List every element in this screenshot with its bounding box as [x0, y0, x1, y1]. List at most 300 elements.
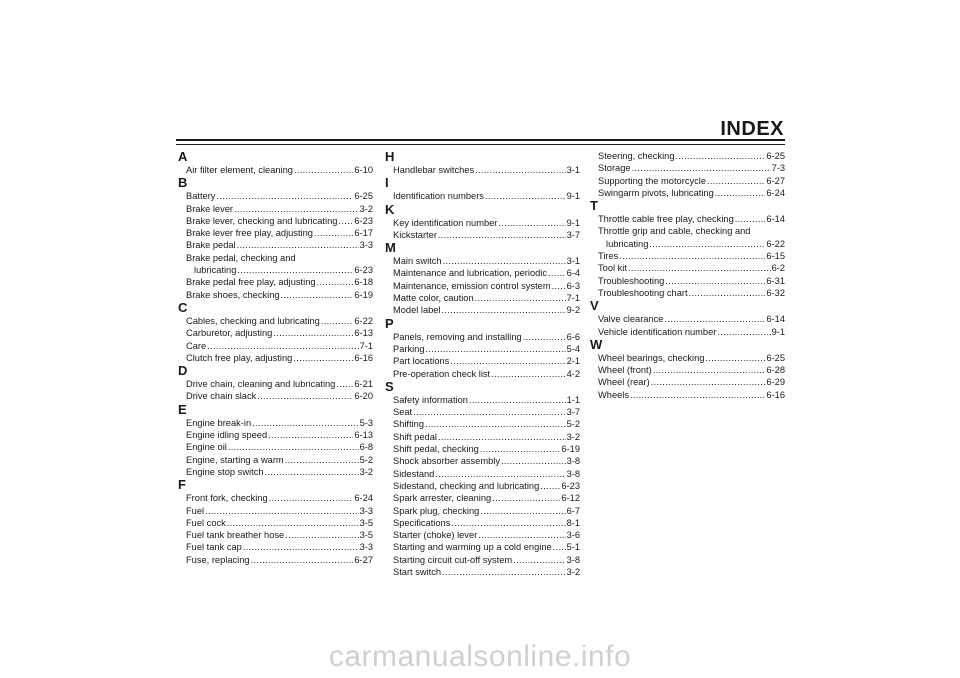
index-entry — [385, 505, 580, 517]
index-entry-text: Steering, checking — [598, 151, 675, 161]
index-entry-page: 6-16 — [766, 389, 785, 400]
index-entry-page: 6-6 — [566, 331, 580, 342]
index-entry — [385, 355, 580, 367]
dot-leader — [628, 262, 771, 274]
index-column-2 — [385, 150, 580, 578]
index-letter: W — [590, 336, 603, 352]
index-entry — [385, 292, 580, 304]
index-entry-text: Shift pedal, checking — [393, 444, 479, 455]
dot-leader — [207, 340, 358, 352]
index-entry — [385, 190, 580, 202]
index-entry-text: Start switch — [393, 567, 442, 578]
index-entry-text: Tires — [598, 251, 619, 262]
index-entry-text: Starter (choke) lever — [393, 530, 478, 541]
index-entry-text: Shift pedal — [393, 431, 437, 442]
index-entry-page: 3-3 — [359, 240, 373, 251]
dot-leader — [492, 492, 560, 504]
dot-leader — [501, 455, 566, 467]
index-letter: C — [178, 299, 188, 315]
dot-leader — [243, 541, 359, 553]
dot-leader — [552, 280, 566, 292]
index-letter: I — [385, 175, 389, 191]
index-entry — [385, 418, 580, 430]
index-entry — [590, 238, 785, 250]
dot-leader — [338, 215, 353, 227]
dot-leader — [451, 517, 565, 529]
index-entry — [590, 376, 785, 388]
index-entry — [590, 352, 785, 364]
dot-leader — [715, 187, 766, 199]
index-entry-page: 5-4 — [566, 343, 580, 354]
dot-leader — [252, 417, 358, 429]
index-entry-page: 6-24 — [766, 187, 785, 198]
index-entry-text: Brake lever, checking and lubricating — [186, 215, 338, 226]
index-entry-text: Engine stop switch — [186, 466, 264, 477]
index-entry-page: 6-2 — [771, 263, 785, 274]
index-entry — [178, 315, 373, 327]
index-entry — [590, 313, 785, 325]
index-entry — [178, 190, 373, 202]
dot-leader — [475, 164, 565, 176]
index-letter: M — [385, 240, 396, 256]
index-entry — [590, 364, 785, 376]
index-entry-page: 6-15 — [766, 251, 785, 262]
index-entry-page: 6-20 — [354, 391, 373, 402]
index-entry — [178, 215, 373, 227]
index-entry-page: 3-6 — [566, 530, 580, 541]
dot-leader — [649, 238, 765, 250]
index-letter: K — [385, 201, 395, 217]
index-entry — [178, 203, 373, 215]
index-entry-text: Identification numbers — [393, 191, 484, 202]
dot-leader — [268, 429, 353, 441]
dot-leader — [651, 376, 766, 388]
index-letter: E — [178, 401, 187, 417]
index-entry-page: 3-7 — [566, 407, 580, 418]
index-entry-text: lubricating — [194, 265, 237, 276]
index-entry-page: 3-2 — [566, 431, 580, 442]
dot-leader — [438, 431, 566, 443]
index-entry-page: 5-3 — [359, 417, 373, 428]
index-entry — [385, 331, 580, 343]
index-column-3 — [590, 150, 785, 401]
index-entry-text: Front fork, checking — [186, 493, 268, 504]
dot-leader — [480, 505, 565, 517]
index-entry — [590, 250, 785, 262]
index-letter: A — [178, 149, 188, 164]
index-entry — [590, 187, 785, 199]
index-letter: S — [385, 378, 394, 394]
dot-leader — [205, 505, 358, 517]
index-entry-page: 7-1 — [566, 293, 580, 304]
index-entry-text: Drive chain slack — [186, 391, 257, 402]
index-entry-text: Pre-operation check list — [393, 368, 491, 379]
dot-leader — [257, 390, 353, 402]
index-entry-text: Part locations — [393, 356, 450, 367]
dot-leader — [237, 264, 353, 276]
index-entry-text: Fuel tank breather hose — [186, 530, 285, 541]
index-entry-page: 3-5 — [359, 517, 373, 528]
index-entry — [385, 368, 580, 380]
dot-leader — [480, 443, 561, 455]
index-entry-text: Engine oil — [186, 442, 227, 453]
index-entry-page: 6-29 — [766, 377, 785, 388]
index-entry-page: 6-17 — [354, 228, 373, 239]
dot-leader — [317, 276, 354, 288]
dot-leader — [676, 150, 766, 162]
index-entry-page: 6-22 — [766, 238, 785, 249]
index-entry-page: 6-25 — [766, 151, 785, 161]
index-entry-page: 6-7 — [566, 505, 580, 516]
index-entry-page: 3-7 — [566, 229, 580, 240]
index-entry — [590, 150, 785, 162]
index-entry-text: Model label — [393, 305, 441, 316]
index-entry — [178, 264, 373, 276]
index-entry-page: 9-1 — [566, 191, 580, 202]
dot-leader — [630, 389, 765, 401]
index-entry-text: Swingarm pivots, lubricating — [598, 187, 714, 198]
dot-leader — [285, 529, 358, 541]
index-entry — [385, 164, 580, 176]
index-entry-text: Maintenance and lubrication, periodic — [393, 268, 548, 279]
index-entry-text: Wheel (front) — [598, 365, 652, 376]
title-rule — [176, 139, 785, 145]
index-entry — [385, 406, 580, 418]
index-entry-page: 6-32 — [766, 287, 785, 298]
index-entry-text: lubricating — [606, 238, 649, 249]
index-column-1 — [178, 150, 373, 566]
index-entry — [178, 466, 373, 478]
dot-leader — [321, 315, 354, 327]
index-entry — [178, 390, 373, 402]
index-entry — [178, 340, 373, 352]
dot-leader — [314, 227, 353, 239]
index-entry — [385, 343, 580, 355]
dot-leader — [336, 378, 353, 390]
index-entry-text: Wheel (rear) — [598, 377, 650, 388]
index-entry-text: Brake pedal, checking and — [186, 252, 296, 263]
dot-leader — [491, 368, 565, 380]
index-entry-text: Spark arrester, cleaning — [393, 493, 492, 504]
index-entry — [590, 287, 785, 299]
index-entry-page: 6-23 — [561, 480, 580, 491]
index-entry-text: Sidestand, checking and lubricating — [393, 480, 540, 491]
index-entry-text: Supporting the motorcycle — [598, 175, 707, 186]
dot-leader — [498, 217, 565, 229]
index-entry — [590, 275, 785, 287]
index-entry-page: 6-27 — [354, 554, 373, 565]
index-entry — [178, 517, 373, 529]
dot-leader — [717, 326, 770, 338]
index-entry-page: 6-23 — [354, 215, 373, 226]
dot-leader — [237, 239, 359, 251]
index-entry-text: Troubleshooting chart — [598, 287, 688, 298]
index-entry — [385, 443, 580, 455]
index-entry-text: Sidestand — [393, 468, 435, 479]
index-entry — [590, 389, 785, 401]
index-entry-page: 3-2 — [359, 466, 373, 477]
dot-leader — [425, 418, 566, 430]
index-entry-page: 6-27 — [766, 175, 785, 186]
index-entry — [178, 554, 373, 566]
index-entry-page: 6-25 — [354, 191, 373, 202]
index-entry-text: Valve clearance — [598, 314, 664, 325]
index-entry-page: 6-31 — [766, 275, 785, 286]
index-entry — [590, 213, 785, 225]
index-entry-text: Fuel — [186, 505, 205, 516]
index-entry — [178, 164, 373, 176]
index-entry — [178, 289, 373, 301]
index-entry-page: 8-1 — [566, 517, 580, 528]
index-entry-text: Matte color, caution — [393, 293, 474, 304]
index-entry — [385, 468, 580, 480]
index-entry-page: 3-2 — [566, 567, 580, 578]
index-entry-text: Engine idling speed — [186, 430, 268, 441]
index-letter: T — [590, 198, 598, 214]
index-entry-page: 5-1 — [566, 542, 580, 553]
index-entry-page: 3-8 — [566, 456, 580, 467]
index-entry-text: Engine break-in — [186, 417, 252, 428]
index-entry-text: Seat — [393, 407, 413, 418]
dot-leader — [269, 492, 354, 504]
dot-leader — [475, 292, 566, 304]
index-entry-page: 3-5 — [359, 530, 373, 541]
index-entry — [385, 517, 580, 529]
index-entry-page: 6-10 — [354, 165, 373, 175]
index-entry — [385, 455, 580, 467]
index-entry-text: Brake lever free play, adjusting — [186, 228, 313, 239]
index-letter: B — [178, 175, 188, 191]
index-entry-text: Starting and warming up a cold engine — [393, 542, 552, 553]
index-entry — [385, 267, 580, 279]
index-entry-text: Main switch — [393, 256, 442, 267]
index-entry-page: 9-1 — [566, 217, 580, 228]
index-entry-text: Engine, starting a warm — [186, 454, 284, 465]
index-entry-text: Key identification number — [393, 217, 498, 228]
index-entry-page: 6-25 — [766, 352, 785, 363]
index-entry-heading — [590, 225, 785, 237]
index-entry-text: Wheels — [598, 389, 630, 400]
index-entry — [385, 217, 580, 229]
index-entry — [178, 492, 373, 504]
index-entry-text: Cables, checking and lubricating — [186, 315, 320, 326]
index-entry-page: 6-14 — [766, 214, 785, 225]
dot-leader — [442, 304, 566, 316]
index-entry-text: Kickstarter — [393, 229, 437, 240]
index-entry-text: Fuel cock — [186, 517, 226, 528]
index-entry-text: Brake pedal — [186, 240, 236, 251]
index-entry — [385, 566, 580, 578]
index-entry-page: 9-2 — [566, 305, 580, 316]
dot-leader — [689, 287, 766, 299]
index-entry-page: 3-1 — [566, 256, 580, 267]
dot-leader — [251, 554, 354, 566]
index-entry — [178, 454, 373, 466]
index-entry — [178, 429, 373, 441]
index-entry-text: Throttle cable free play, checking — [598, 214, 734, 225]
dot-leader — [513, 554, 565, 566]
index-entry-page: 6-13 — [354, 328, 373, 339]
index-entry-page: 3-8 — [566, 554, 580, 565]
index-entry — [385, 492, 580, 504]
index-entry-text: Air filter element, cleaning — [186, 165, 293, 175]
index-entry-text: Brake shoes, checking — [186, 289, 280, 300]
index-entry-text: Tool kit — [598, 263, 627, 274]
index-letter: V — [590, 298, 599, 314]
dot-leader — [227, 517, 359, 529]
index-entry-text: Battery — [186, 191, 216, 202]
index-entry — [385, 480, 580, 492]
index-entry-page: 6-21 — [354, 379, 373, 390]
dot-leader — [553, 541, 566, 553]
index-entry-page: 6-12 — [561, 493, 580, 504]
dot-leader — [735, 213, 766, 225]
dot-leader — [665, 275, 765, 287]
index-entry-page: 9-1 — [771, 326, 785, 337]
index-entry-page: 6-13 — [354, 430, 373, 441]
dot-leader — [540, 480, 560, 492]
index-entry — [178, 378, 373, 390]
index-entry — [385, 394, 580, 406]
index-entry-page: 6-16 — [354, 352, 373, 363]
index-entry-text: Starting circuit cut-off system — [393, 554, 513, 565]
dot-leader — [443, 255, 566, 267]
index-entry — [590, 175, 785, 187]
index-entry — [178, 529, 373, 541]
index-entry-heading — [178, 252, 373, 264]
index-entry-text: Shock absorber assembly — [393, 456, 500, 467]
dot-leader — [707, 175, 765, 187]
footer-watermark: carmanualsonline.info — [328, 640, 632, 673]
dot-leader — [265, 466, 359, 478]
index-entry-page: 5-2 — [566, 419, 580, 430]
index-letter: F — [178, 477, 186, 493]
index-entry-page: 6-3 — [566, 280, 580, 291]
index-entry — [178, 505, 373, 517]
index-entry-page: 6-8 — [359, 442, 373, 453]
index-entry-page: 5-2 — [359, 454, 373, 465]
index-entry — [178, 227, 373, 239]
index-entry — [385, 554, 580, 566]
index-entry-page: 1-1 — [566, 394, 580, 405]
index-entry — [178, 352, 373, 364]
index-entry-text: Drive chain, cleaning and lubricating — [186, 379, 336, 390]
dot-leader — [548, 267, 566, 279]
index-entry — [178, 417, 373, 429]
index-entry — [385, 229, 580, 241]
index-entry — [385, 541, 580, 553]
dot-leader — [435, 468, 565, 480]
index-entry-page: 3-8 — [566, 468, 580, 479]
index-entry-text: Spark plug, checking — [393, 505, 480, 516]
page-title: INDEX — [720, 118, 784, 140]
dot-leader — [653, 364, 766, 376]
index-entry — [178, 327, 373, 339]
index-entry-page: 3-3 — [359, 542, 373, 553]
index-letter: P — [385, 315, 394, 331]
index-entry-page: 6-19 — [354, 289, 373, 300]
dot-leader — [285, 454, 359, 466]
index-entry-text: Fuel tank cap — [186, 542, 242, 553]
index-entry — [385, 304, 580, 316]
index-entry — [385, 529, 580, 541]
index-entry-text: Brake lever — [186, 203, 234, 214]
index-entry-text: Throttle grip and cable, checking and — [598, 226, 751, 237]
index-entry-page: 6-23 — [354, 265, 373, 276]
index-entry — [590, 262, 785, 274]
dot-leader — [619, 250, 765, 262]
index-entry-page: 6-24 — [354, 493, 373, 504]
index-entry-text: Handlebar switches — [393, 165, 475, 175]
index-entry-page: 3-1 — [566, 165, 580, 175]
index-entry-text: Clutch free play, adjusting — [186, 352, 293, 363]
index-entry-page: 3-2 — [359, 203, 373, 214]
dot-leader — [450, 355, 565, 367]
dot-leader — [523, 331, 566, 343]
index-entry — [385, 280, 580, 292]
index-entry-text: Vehicle identification number — [598, 326, 717, 337]
dot-leader — [281, 289, 354, 301]
index-entry-text: Panels, removing and installing — [393, 331, 522, 342]
index-entry-text: Carburetor, adjusting — [186, 328, 273, 339]
index-entry — [178, 541, 373, 553]
index-entry-text: Fuse, replacing — [186, 554, 250, 565]
index-entry-text: Safety information — [393, 394, 468, 405]
index-entry-page: 6-18 — [354, 277, 373, 288]
index-entry-page: 6-28 — [766, 365, 785, 376]
index-letter: D — [178, 363, 188, 379]
index-entry-text: Brake pedal free play, adjusting — [186, 277, 316, 288]
dot-leader — [228, 441, 359, 453]
index-letter: H — [385, 149, 395, 164]
dot-leader — [234, 203, 359, 215]
index-entry-text: Parking — [393, 343, 425, 354]
index-entry-page: 6-4 — [566, 268, 580, 279]
dot-leader — [273, 327, 353, 339]
index-entry-text: Storage — [598, 163, 631, 174]
index-entry-text: Maintenance, emission control system — [393, 280, 551, 291]
dot-leader — [413, 406, 565, 418]
index-entry-page: 7-3 — [771, 163, 785, 174]
index-entry-page: 6-14 — [766, 314, 785, 325]
index-entry-text: Care — [186, 340, 207, 351]
index-entry — [178, 441, 373, 453]
dot-leader — [293, 352, 353, 364]
dot-leader — [442, 566, 566, 578]
index-entry-text: Wheel bearings, checking — [598, 352, 705, 363]
index-entry-page: 7-1 — [359, 340, 373, 351]
index-entry-page: 6-22 — [354, 315, 373, 326]
dot-leader — [426, 343, 566, 355]
dot-leader — [216, 190, 353, 202]
dot-leader — [438, 229, 566, 241]
dot-leader — [485, 190, 566, 202]
index-entry-page: 2-1 — [566, 356, 580, 367]
dot-leader — [705, 352, 765, 364]
index-entry-page: 4-2 — [566, 368, 580, 379]
dot-leader — [632, 162, 771, 174]
index-entry — [385, 431, 580, 443]
index-entry-text: Troubleshooting — [598, 275, 665, 286]
dot-leader — [294, 164, 353, 176]
index-entry-page: 6-19 — [561, 444, 580, 455]
dot-leader — [664, 313, 765, 325]
index-entry-text: Shifting — [393, 419, 425, 430]
index-entry — [590, 326, 785, 338]
dot-leader — [469, 394, 566, 406]
index-entry — [385, 255, 580, 267]
index-entry — [178, 239, 373, 251]
